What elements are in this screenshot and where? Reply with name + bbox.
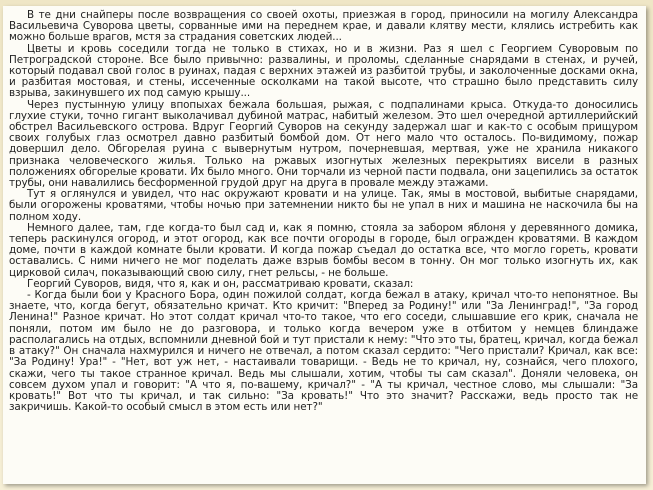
paragraph: Тут я оглянулся и увидел, что нас окружают кровати и на улице. Так, ямы в мостовой, выбитые снарядами, были огорожены кроватями, чтобы ночью при затемнении никто бы не упал в них и машина не наскочила бы на полном ходу. bbox=[9, 188, 638, 223]
paragraph: Через пустынную улицу впопыхах бежала большая, рыжая, с подпалинами крыса. Откуда-то доносились глухие стуки, точно гигант выколачивал дубиной матрас, набитый железом. Это шел очередной артиллерийский обстрел Васильевского острова. Вдруг Георгий Суворов на секунду задержал шаг и как-то с особым прищуром своих голубых глаз осмотрел давно разбитый бомбой дом. От него мало что осталось. По-видимому, пожар довершил дело. Обгорелая руина с вывернутым нутром, почерневшая, мертвая, уже не хранила никакого признака человеческого жилья. Только на ржавых изогнутых железных перекрытиях висели в разных положениях обгорелые кровати. Их было много. Они торчали из черной пасти подвала, они зацепились за остаток трубы, они навалились бесформенной грудой друг на друга в провале между этажами. bbox=[9, 98, 638, 190]
paragraph: В те дни снайперы после возвращения со своей охоты, приезжая в город, приносили на могилу Александра Васильевича Суворова цветы, сорванные ими на переднем крае, и давали клятву мести, клялись истребить как можно больше врагов, мстя за страдания советских людей... bbox=[9, 9, 638, 44]
paragraph: Георгий Суворов, видя, что я, как и он, рассматриваю кровати, сказал: bbox=[27, 277, 414, 290]
paragraph: Цветы и кровь соседили тогда не только в стихах, но и в жизни. Раз я шел с Георгием Суворовым по Петроградской стороне. Все было привычно: развалины, и проломы, сделанные снарядами в стенах, и ручей, который подавал свой голос в руинах, падая с верхних этажей из разбитой трубы, и заколоченные досками окна, и разбитая мостовая, и стены, иссеченные осколками на такой высоте, что страшно было представить силу взрыва, закинувшего их под самую крышу... bbox=[9, 42, 638, 100]
paragraph: - Когда были бои у Красного Бора, один пожилой солдат, когда бежал в атаку, кричал что-то непонятное. Вы знаете, что, когда бегут, обязательно кричат. Кто кричит: "Вперед за Родину!" или "За Ленинград!", "За город Ленина!" Разное кричат. Но этот солдат кричал что-то такое, что его соседи, слышавшие его крик, сначала не поняли, потом им было не до разговора, и только когда вечером уже в отбитом у немцев блиндаже располагались на отдых, вспомнили дневной бой и тут пристали к нему: "Что это ты, братец, кричал, когда бежал в атаку?" Он сначала нахмурился и ничего не отвечал, а потом сказал сердито: "Чего пристали? Кричал, как все: "За Родину! Ура!" - "Нет, вот уж нет, - настаивали товарищи. - Ведь не то кричал, ну, сознайся, чего плохого, скажи, чего ты такое странное кричал. Ведь мы слышали, хотим, чтобы ты сам сказал". Доняли человека, он совсем духом упал и говорит: "А что я, по-вашему, кричал?" - "А ты кричал, честное слово, мы слышали: "За кровать!" Вот что ты кричал, и так сильно: "За кровать!" Что это значит? Расскажи, ведь просто так не закричишь. Какой-то особый смысл в этом есть или нет?" bbox=[9, 289, 638, 414]
paragraph: Немного далее, там, где когда-то был сад и, как я помню, стояла за забором яблоня у деревянного домика, теперь раскинулся огород, и этот огород, как все почти огороды в городе, был огражден кроватями. В каждом доме, почти в каждой комнате были кровати. И когда пожар съедал до остатка все, что могло гореть, кровати оставались. С ними ничего не мог поделать даже взрыв бомбы весом в тонну. Он мог только изогнуть их, как цирковой силач, показывающий свою силу, гнет рельсы, - не больше. bbox=[9, 221, 638, 279]
text-page bbox=[3, 6, 646, 484]
